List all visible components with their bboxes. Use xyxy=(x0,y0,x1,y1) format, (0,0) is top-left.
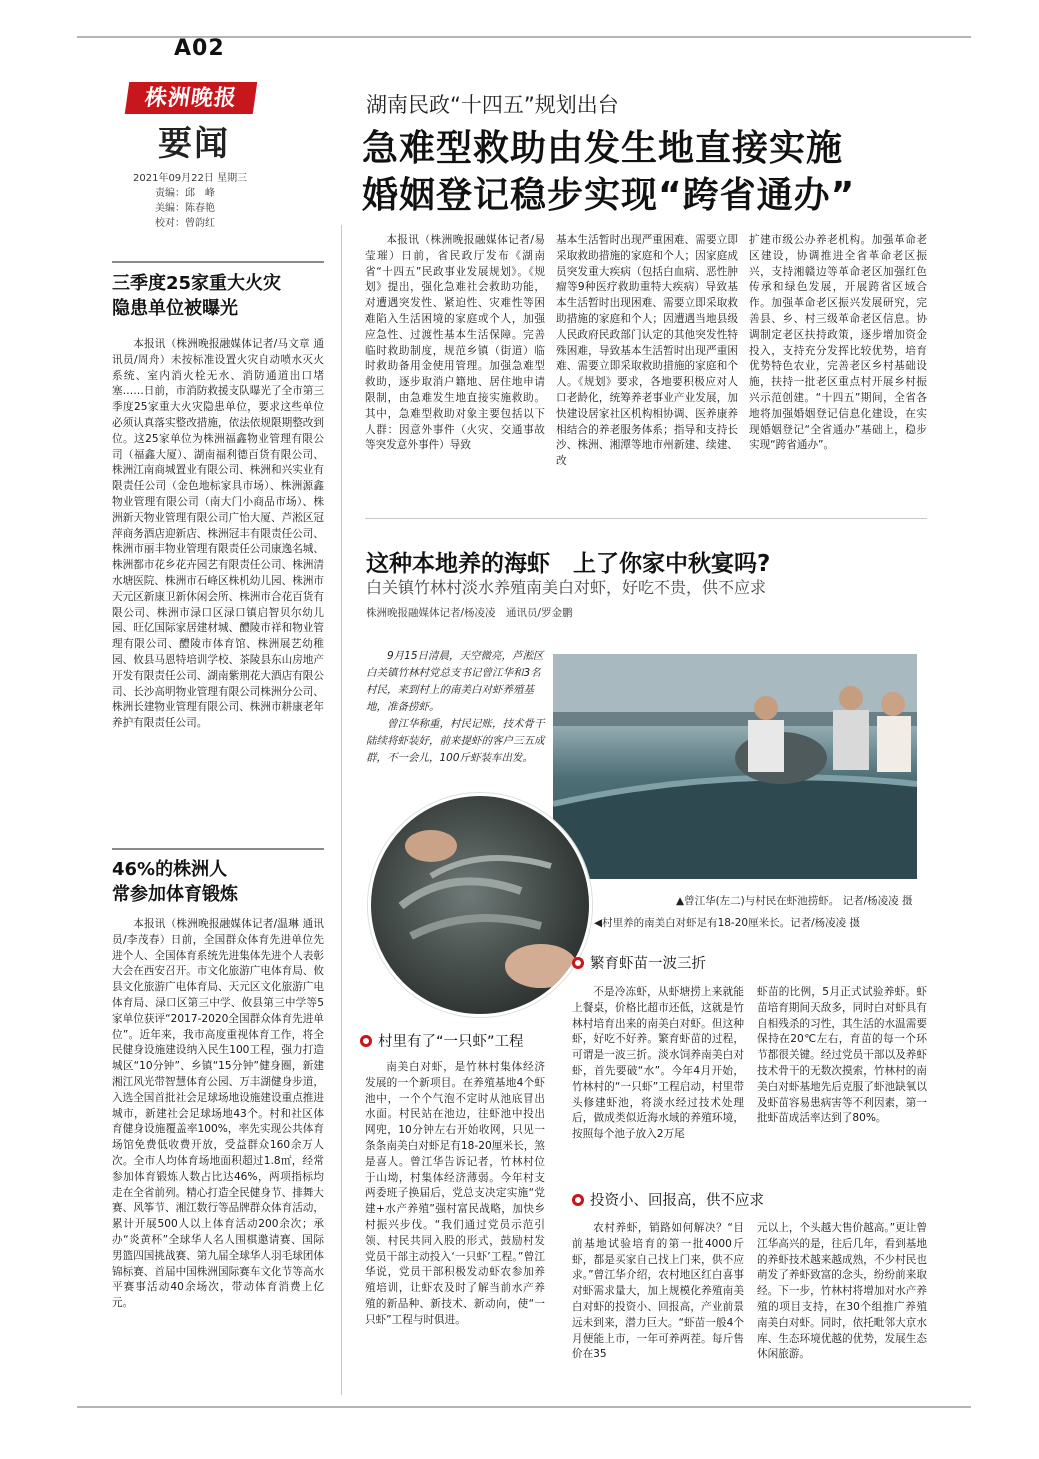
editor-credit: 责编：邱 峰 xyxy=(155,188,215,199)
subhead-shrimp-project-text: 村里有了“一只虾”工程 xyxy=(378,1034,524,1050)
shrimp-intro xyxy=(366,648,546,767)
sidebar1-title xyxy=(112,271,281,321)
sidebar-divider xyxy=(341,225,342,1395)
pond-photo xyxy=(553,654,917,879)
shrimp-photo-scene xyxy=(371,796,589,1014)
subhead-returns-text: 投资小、回报高，供不应求 xyxy=(590,1193,764,1209)
pond-photo-scene xyxy=(553,654,917,879)
sidebar1-text: 本报讯（株洲晚报融媒体记者/马文章 通讯员/周舟）未按标准设置火灾自动喷水灭火系统、室内消火栓无水、消防通道出口堵塞……日前，市消防救援支队曝光了全市第三季度25家重大火灾隐患单位，要求这些单位必须认真落实整改措施，依法依规限期整改到位。这25家单位为株洲福鑫物业管理有限公司（福鑫大厦）、湖南福利德百货有限公司、株洲江南商城置业有限公司、株洲和兴实业有限责任公司（金色地标家具市场）、株洲源鑫物业管理有限公司（南大门小商品市场）、株洲新天物业管理有限公司广怡大厦、芦淞区冠萍商务酒店迎新店、株洲冠丰有限责任公司、株洲市丽丰物业管理有限责任公司康逸名城、株洲都市花乡花卉园艺有限责任公司、株洲清水塘医院、株洲市石峰区株机幼儿园、株洲市天元区新康卫新休闲会所、株洲市合花百货有限公司、株洲市渌口区渌口镇启智贝尔幼儿园、旺亿国际家居建材城、醴陵市祥和物业管理有限公司、醴陵市体育馆、株洲展艺幼稚园、攸县马恩特培训学校、茶陵县东山房地产开发有限责任公司、湖南紫荆花大酒店有限公司、长沙高明物业管理有限公司株洲分公司、株洲长建物业管理有限公司、株洲市耕康老年养护有限责任公司。 xyxy=(112,338,324,730)
lead-text-1: 本报讯（株洲晚报融媒体记者/易莹璀）日前，省民政厅发布《湖南省“十四五”民政事业发展规划》。《规划》提出，强化急难社会救助功能，对遭遇突发性、紧迫性、灾难性等困难陷入生活困境的家庭或个人，加强应急性、过渡性基本生活保障。完善临时救助制度，规范乡镇（街道）临时救助备用金使用管理。加强急难型救助，逐步取消户籍地、居住地申请限制，由急难发生地直接实施救助。其中，急难型救助对象主要包括以下人群：因意外事件（火灾、交通事故等突发意外事件）导致 xyxy=(365,234,545,452)
sidebar2-top-rule xyxy=(112,848,324,850)
bottom-rule xyxy=(77,1406,971,1408)
shrimp-column-2b xyxy=(757,985,927,1175)
subhead-breeding xyxy=(572,952,706,973)
shrimp-sub3-text-b: 元以上，个头越大售价越高。”更让曾江华高兴的是，往后几年，看到基地的养虾技术越来越成熟，不少村民也萌发了养虾致富的念头，纷纷前来取经。下一步，竹林村将增加对水产养殖的项目支持，在30个组推广养殖南美白对虾。同时，依托毗邻大京水库、生态环境优越的优势，发展生态休闲旅游。 xyxy=(757,1222,927,1361)
shrimp-column-3b xyxy=(757,1221,927,1391)
newspaper-logo: 株洲晚报 xyxy=(125,82,257,114)
shrimp-title: 这种本地养的海虾 上了你家中秋宴吗? xyxy=(366,551,771,577)
shrimp-sub2-text-b: 虾苗的比例，5月正式试验养虾。虾苗培育期间天敌多，同时白对虾具有自相残杀的习性，其生活的水温需要保持在20℃左右，育苗的每一个环节都很关键。经过党员干部以及养虾技术骨干的无数次摸索，竹林村的南美白对虾基地先后克服了虾池缺氧以及虾苗容易患病害等不利因素，第一批虾苗成活率达到了80%。 xyxy=(757,986,927,1125)
shrimp-column-2a xyxy=(572,985,744,1175)
sidebar2-text: 本报讯（株洲晚报融媒体记者/温琳 通讯员/李茂春）日前，全国群众体育先进单位先进个人、全国体育系统先进集体先进个人表彰大会在西安召开。市文化旅游广电体育局、攸县文化旅游广电体育局、天元区文化旅游广电体育局、渌口区第三中学、攸县第三中学等5家单位获评“2017-2020全国群众体育先进单位”。近年来，我市高度重视体育工作，将全民健身设施建设纳入民生100工程，强力打造城区“10分钟”、乡镇“15分钟”健身圈，新建湘江风光带智慧体育公园、万丰湖健身步道，入选全国首批社会足球场地设施建设重点推进城市，新建社会足球场地43个。村和社区体育健身设施覆盖率100%，率先实现公共体育场馆免费低收费开放，受益群众160余万人次。全市人均体育场地面积超过1.8㎡，经常参加体育锻炼人数占比达46%，两项指标均走在全省前列。精心打造全民健身节、排舞大赛、风筝节、湘江数行等品牌群众体育活动，累计开展500人以上体育活动200余次；承办“炎黄杯”全球华人名人围棋邀请赛、国际男篮四国挑战赛、第九届全球华人羽毛球团体锦标赛、首届中国株洲国际赛车文化节等高水平赛事活动40余场次，带动体育消费上亿元。 xyxy=(112,918,324,1310)
shrimp-sub2-text-a: 不是冷冻虾，从虾塘捞上来就能上餐桌，价格比超市还低，这就是竹林村培育出来的南美白对虾。但这种虾，好吃不好养。繁育虾苗的过程，可谓是一波三折。淡水饲养南美白对虾，首先要破“水”。今年4月开始，竹林村的“一只虾”工程启动，村里带头修建虾池，将淡水经过技术处理后，做成类似近海水域的养殖环境，按照每个池子放入2万尾 xyxy=(572,986,744,1141)
shrimp-photo-caption: ◀村里养的南美白对虾足有18-20厘米长。记者/杨凌凌 摄 xyxy=(594,917,860,929)
shrimp-intro-2: 曾江华称重，村民记账，技术骨干陆续将虾装好，前来提虾的客户三五成群，不一会儿，100斤虾装车出发。 xyxy=(366,718,545,764)
sidebar1-top-rule xyxy=(112,261,324,263)
lead-headline-1: 急难型救助由发生地直接实施 xyxy=(362,128,844,169)
sidebar1-title-line1: 三季度25家重大火灾 xyxy=(112,273,282,294)
subhead-shrimp-project xyxy=(360,1030,524,1051)
proofreader-credit: 校对：曾韵红 xyxy=(155,218,215,229)
lead-headline-2: 婚姻登记稳步实现“跨省通办” xyxy=(362,175,856,216)
subhead-returns xyxy=(572,1189,764,1210)
lead-column-3 xyxy=(749,233,927,485)
page-number: A02 xyxy=(174,36,225,61)
lead-kicker: 湖南民政“十四五”规划出台 xyxy=(366,93,619,117)
bullet-icon xyxy=(572,957,584,969)
lead-column-1 xyxy=(365,233,545,485)
section-title: 要闻 xyxy=(158,124,230,164)
shrimp-byline: 株洲晚报融媒体记者/杨凌凌 通讯员/罗金鹏 xyxy=(366,607,573,619)
shrimp-subtitle: 白关镇竹林村淡水养殖南美白对虾，好吃不贵，供不应求 xyxy=(366,578,767,597)
lead-text-3: 扩建市级公办养老机构。加强革命老区建设，协调推进全省革命老区振兴，支持湘赣边等革命老区加强红色传承和绿色发展，开展跨省区域合作。加强革命老区振兴发展研究，完善县、乡、村三级革命老区信息。协调制定老区扶持政策，逐步增加资金投入，支持充分发挥比较优势，培育优势特色农业，完善老区乡村基础设施，扶持一批老区重点村开展乡村振兴示范创建。“十四五”期间，全省各地将加强婚姻登记信息化建设，在实现婚姻登记“全省通办”基础上，稳步实现“跨省通办”。 xyxy=(749,234,927,452)
sidebar2-title-line1: 46%的株洲人 xyxy=(112,859,228,880)
shrimp-sub3-text-a: 农村养虾，销路如何解决？“目前基地试验培育的第一批4000斤虾，都是买家自己找上门来，供不应求。”曾江华介绍，农村地区红白喜事对虾需求量大，加上规模化养殖南美白对虾的投资小、回报高，产业前景远未到来，潜力巨大。“虾苗一般4个月便能上市，一年可养两茬。每斤售价在35 xyxy=(572,1222,744,1361)
shrimp-intro-1: 9月15日清晨，天空微亮，芦淞区白关镇竹林村党总支书记曾江华和3名村民，来到村上的南美白对虾养殖基地，准备捞虾。 xyxy=(366,650,544,713)
pond-photo-caption: ▲曾江华(左二)与村民在虾池捞虾。 记者/杨凌凌 摄 xyxy=(676,895,913,907)
shrimp-photo xyxy=(368,793,592,1017)
sidebar1-body xyxy=(112,337,324,825)
issue-meta xyxy=(133,171,247,231)
issue-date: 2021年09月22日 星期三 xyxy=(133,173,248,184)
bullet-icon xyxy=(360,1035,372,1047)
shrimp-sub1-text: 南美白对虾，是竹林村集体经济发展的一个新项目。在养殖基地4个虾池中，一个个气泡不定时从池底冒出水面。村民站在池边，往虾池中投出网兜，10分钟左右开始收网，只见一条条南美白对虾足有18-20厘米长，煞是喜人。曾江华告诉记者，竹林村位于山坳，村集体经济薄弱。今年村支两委班子换届后，党总支决定实施“党建+水产养殖”强村富民战略，加快乡村振兴步伐。“我们通过党员示范引领、村民共同入股的形式，鼓励村发党员干部主动投入‘一只虾’工程。”曾江华说，党员干部积极发动虾农参加养殖培训，让虾农及时了解当前水产养殖的新品种、新技术、新动向，使“一只虾”工程与时俱进。 xyxy=(365,1061,545,1326)
sidebar1-title-line2: 隐患单位被曝光 xyxy=(112,298,238,319)
lead-text-2: 基本生活暂时出现严重困难、需要立即采取救助措施的家庭和个人；因家庭成员突发重大疾病（包括白血病、恶性肿瘤等9种医疗救助重特大疾病）导致基本生活暂时出现困难、需要立即采取救助措施的家庭和个人；因遭遇当地县级人民政府民政部门认定的其他突发性特殊困难，导致基本生活暂时出现严重困难、需要立即采取救助措施的家庭和个人。《规划》要求，各地要积极应对人口老龄化，统筹养老事业产业发展，加快建设居家社区机构相协调、医养康养相结合的养老服务体系；指导和支持长沙、株洲、湘潭等地市州新建、续建、改 xyxy=(556,234,738,468)
lead-bottom-rule xyxy=(365,518,927,519)
bullet-icon xyxy=(572,1194,584,1206)
shrimp-column-1 xyxy=(365,1060,545,1390)
subhead-breeding-text: 繁育虾苗一波三折 xyxy=(590,956,706,972)
designer-credit: 美编：陈春艳 xyxy=(155,203,215,214)
sidebar2-title xyxy=(112,857,238,907)
lead-column-2 xyxy=(556,233,738,485)
sidebar2-title-line2: 常参加体育锻炼 xyxy=(112,884,238,905)
sidebar2-body xyxy=(112,917,324,1391)
shrimp-column-3a xyxy=(572,1221,744,1391)
